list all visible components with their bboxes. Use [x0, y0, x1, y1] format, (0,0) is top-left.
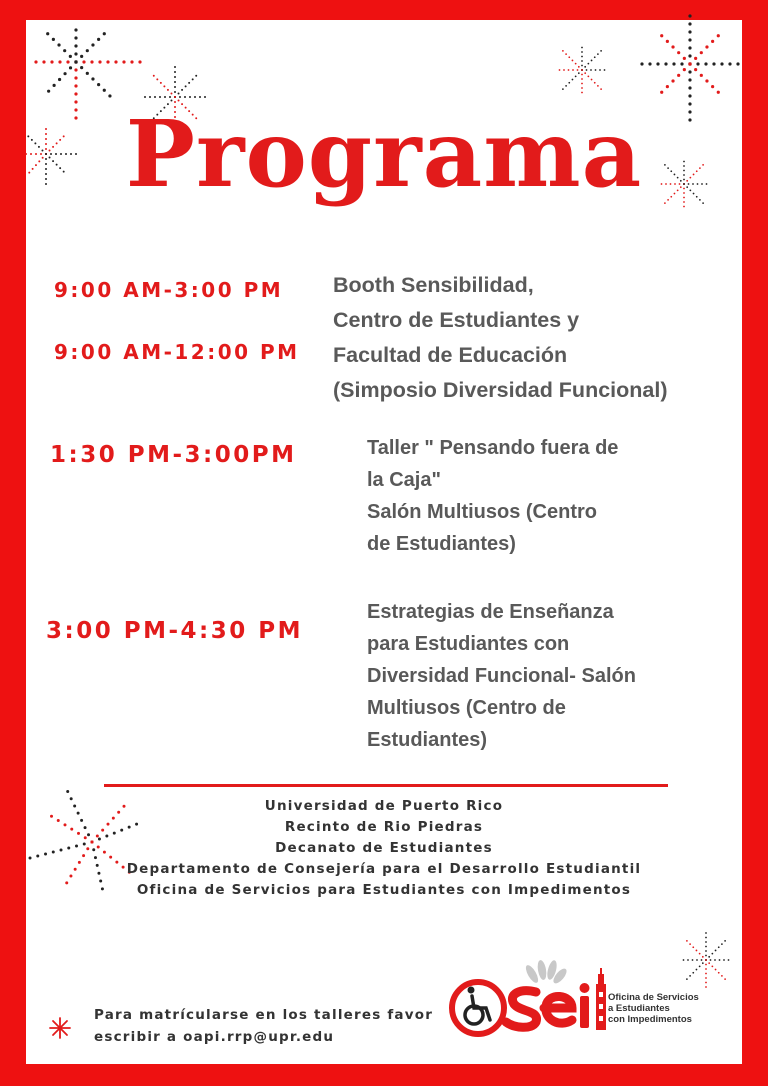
- schedule-desc-3-line: Salón Multiusos (Centro: [367, 501, 597, 523]
- schedule-desc-3-line: de Estudiantes): [367, 533, 516, 555]
- schedule-desc-1-line: Booth Sensibilidad,: [333, 273, 534, 297]
- schedule-desc-1-line: Facultad de Educación: [333, 343, 568, 367]
- schedule-desc-1: [333, 268, 668, 408]
- schedule-desc-3-line: Taller " Pensando fuera de: [367, 437, 619, 459]
- schedule-desc-4-line: Multiusos (Centro de: [367, 697, 566, 719]
- schedule-desc-4-line: Estudiantes): [367, 729, 488, 751]
- institution-line: Departamento de Consejería para el Desarrollo Estudiantil: [126, 861, 642, 877]
- institution-line: Universidad de Puerto Rico: [264, 798, 504, 814]
- wheelchair-icon: [465, 996, 490, 1024]
- divider: [104, 784, 668, 787]
- page-title: Programa: [125, 100, 643, 208]
- schedule-time-2: 9:00 AM-12:00 PM: [54, 340, 300, 364]
- institution-line: Oficina de Servicios para Estudiantes con Impedimentos: [136, 882, 632, 898]
- logo-caption-line: a Estudiantes: [608, 1003, 670, 1014]
- schedule-desc-4: [367, 596, 636, 756]
- schedule-time-4: 3:00 PM-4:30 PM: [46, 618, 303, 644]
- schedule-desc-1-line: Centro de Estudiantes y: [333, 308, 580, 332]
- logo-caption: [608, 992, 718, 1025]
- asterisk-icon: [48, 1016, 72, 1040]
- schedule-desc-4-line: Estrategias de Enseñanza: [367, 601, 614, 623]
- schedule-desc-3-line: la Caja": [367, 469, 441, 491]
- registration-note: [94, 1004, 433, 1048]
- schedule-desc-4-line: para Estudiantes con: [367, 633, 570, 655]
- schedule-desc-4-line: Diversidad Funcional- Salón: [367, 665, 636, 687]
- schedule-desc-1-line: (Simposio Diversidad Funcional): [333, 378, 668, 402]
- registration-line: Para matrícularse en los talleres favor: [94, 1007, 434, 1023]
- logo-caption-line: Oficina de Servicios: [608, 992, 699, 1003]
- schedule-time-3: 1:30 PM-3:00PM: [50, 442, 297, 468]
- schedule-desc-3: [367, 432, 618, 560]
- firework-top-center-icon: [552, 40, 612, 100]
- registration-email: escribir a oapi.rrp@upr.edu: [94, 1029, 335, 1045]
- schedule-time-1: 9:00 AM-3:00 PM: [54, 278, 284, 302]
- logo-caption-line: con Impedimentos: [608, 1014, 692, 1025]
- institution-block: [0, 796, 768, 901]
- institution-line: Recinto de Rio Piedras: [284, 819, 484, 835]
- institution-line: Decanato de Estudiantes: [275, 840, 493, 856]
